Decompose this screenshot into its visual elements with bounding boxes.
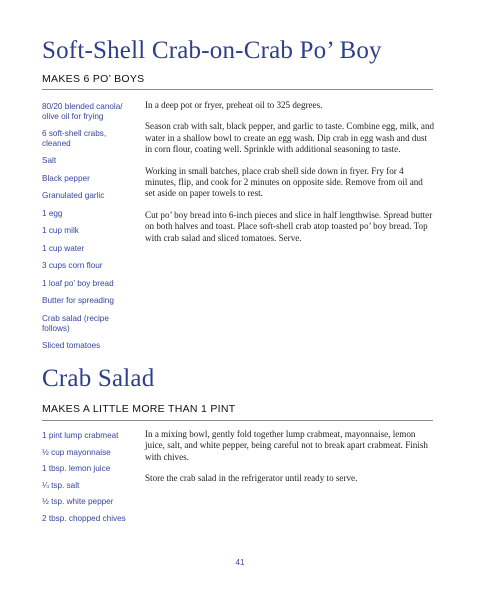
recipe-steps <box>145 100 435 254</box>
recipe-yield: MAKES A LITTLE MORE THAN 1 PINT <box>42 403 236 415</box>
recipe-step: In a deep pot or fryer, preheat oil to 325 degrees. <box>145 100 323 110</box>
recipe-yield: MAKES 6 PO’ BOYS <box>42 73 145 85</box>
ingredient-item: 1 cup water <box>42 243 85 253</box>
recipe-steps <box>145 429 435 495</box>
recipe-step: Working in small batches, place crab shell side down in fryer. Fry for 4 minutes, flip, and cook for 2 minutes on opposite side. Remove from oil and set aside on paper towels to rest. <box>145 165 423 199</box>
section-divider <box>42 420 433 421</box>
recipe-title: Soft-Shell Crab-on-Crab Po’ Boy <box>42 37 382 64</box>
ingredient-item: 2 tbsp. chopped chives <box>42 513 126 523</box>
section-divider <box>42 89 433 90</box>
ingredient-item: 1 pint lump crabmeat <box>42 431 119 440</box>
ingredient-item: 1 loaf po’ boy bread <box>42 278 114 288</box>
ingredient-item: Salt <box>42 156 57 165</box>
recipe-step: In a mixing bowl, gently fold together lump crabmeat, mayonnaise, lemon juice, salt, and white pepper, being careful not to break apart crabmeat. Finish with chives. <box>145 429 428 462</box>
ingredient-item: ½ cup mayonnaise <box>42 447 111 457</box>
page-number: 41 <box>235 558 245 567</box>
ingredient-list <box>42 102 134 351</box>
ingredient-item: 1 tbsp. lemon juice <box>42 464 111 473</box>
ingredient-item: 3 cups corn flour <box>42 261 103 270</box>
ingredient-item: Granulated garlic <box>42 191 105 200</box>
recipe-step: Cut po’ boy bread into 6-inch pieces and slice in half lengthwise. Spread butter on both halves and toast. Place soft-shell crab atop toasted po’ boy bread. Top with crab salad and sliced tomatoes. Serve. <box>145 209 433 243</box>
ingredient-item: Black pepper <box>42 173 90 183</box>
ingredient-item: 1 cup milk <box>42 226 79 235</box>
ingredient-list <box>42 431 142 524</box>
ingredient-item: 80/20 blended canola/ olive oil for frying <box>42 102 123 121</box>
recipe-step: Season crab with salt, black pepper, and garlic to taste. Combine egg, milk, and water in a shallow bowl to create an egg wash. Dip crab in egg wash and dust in corn flour, coating well. Sprinkle with additional seasoning to taste. <box>145 121 435 155</box>
ingredient-item: Sliced tomatoes <box>42 340 101 350</box>
ingredient-item: Crab salad (recipe follows) <box>42 313 109 333</box>
ingredient-item: 1 egg <box>42 208 63 218</box>
recipe-step: Store the crab salad in the refrigerator until ready to serve. <box>145 473 358 484</box>
ingredient-item: ¼ tsp. salt <box>42 480 80 490</box>
recipe-title: Crab Salad <box>42 365 155 392</box>
ingredient-item: Butter for spreading <box>42 296 114 305</box>
ingredient-item: 6 soft-shell crabs, cleaned <box>42 129 107 148</box>
ingredient-item: ½ tsp. white pepper <box>42 497 114 506</box>
